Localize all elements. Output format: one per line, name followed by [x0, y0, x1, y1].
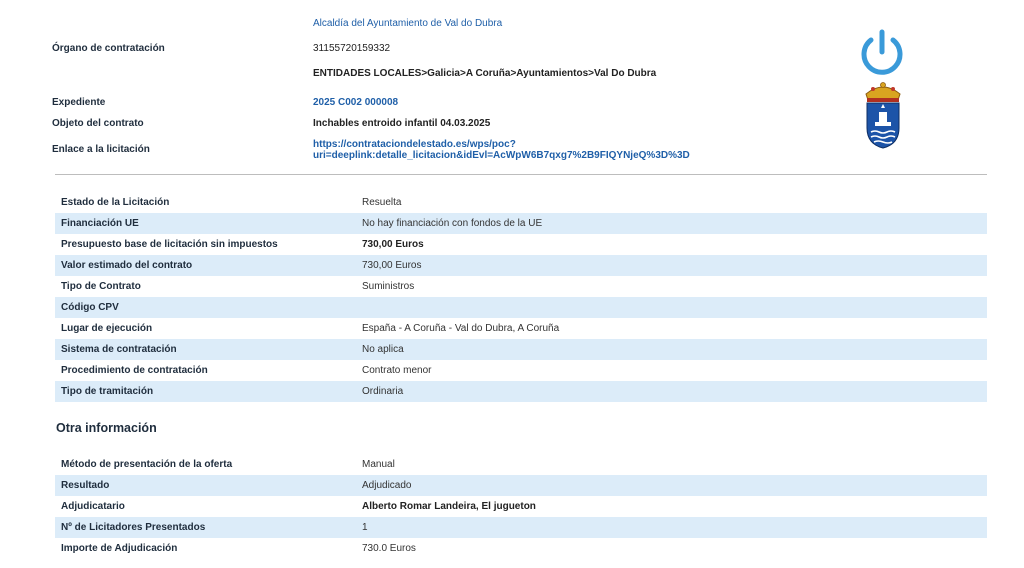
row-label: Nº de Licitadores Presentados: [61, 522, 206, 533]
row-label: Importe de Adjudicación: [61, 543, 178, 554]
organ-path: ENTIDADES LOCALES>Galicia>A Coruña>Ayuntamientos>Val Do Dubra: [313, 68, 657, 79]
row-label: Financiación UE: [61, 218, 139, 229]
section-title-other: Otra información: [56, 421, 157, 435]
organ-id: 31155720159332: [313, 43, 391, 54]
divider: [55, 174, 987, 175]
organ-name: Alcaldía del Ayuntamiento de Val do Dubra: [313, 18, 503, 29]
row-label: Adjudicatario: [61, 501, 125, 512]
row-value: Alberto Romar Landeira, El jugueton: [362, 501, 536, 512]
objeto-value: Inchables entroido infantil 04.03.2025: [313, 118, 491, 129]
row-value: No hay financiación con fondos de la UE: [362, 218, 543, 229]
table-row: [55, 517, 987, 538]
table-row: [55, 255, 987, 276]
other-info-table: [55, 454, 987, 559]
table-row: [55, 276, 987, 297]
row-label: Presupuesto base de licitación sin impuestos: [61, 239, 278, 250]
row-label: Resultado: [61, 480, 110, 491]
licitacion-link-line2: uri=deeplink:detalle_licitacion&idEvl=AcWpW6B7qxg7%2B9FIQYNjeQ%3D%3D: [313, 150, 690, 161]
expediente-value: 2025 C002 000008: [313, 97, 399, 108]
row-label: Código CPV: [61, 302, 119, 313]
row-value: Ordinaria: [362, 386, 404, 397]
table-row: [55, 297, 987, 318]
row-label: Lugar de ejecución: [61, 323, 153, 334]
row-value: 730,00 Euros: [362, 239, 424, 250]
power-icon[interactable]: [856, 26, 908, 78]
row-value: 1: [362, 522, 368, 533]
table-row: [55, 360, 987, 381]
row-value: Manual: [362, 459, 395, 470]
row-label: Estado de la Licitación: [61, 197, 170, 208]
table-row: [55, 318, 987, 339]
row-label: Valor estimado del contrato: [61, 260, 193, 271]
details-table: [55, 192, 987, 402]
row-value: Suministros: [362, 281, 415, 292]
table-row: [55, 454, 987, 475]
row-label: Sistema de contratación: [61, 344, 177, 355]
table-row: [55, 381, 987, 402]
organ-label: Órgano de contratación: [52, 43, 165, 54]
row-value: 730,00 Euros: [362, 260, 422, 271]
table-row: [55, 538, 987, 559]
row-label: Método de presentación de la oferta: [61, 459, 233, 470]
row-value: Contrato menor: [362, 365, 432, 376]
table-row: [55, 213, 987, 234]
expediente-label: Expediente: [52, 97, 106, 108]
row-value: No aplica: [362, 344, 404, 355]
row-label: Tipo de tramitación: [61, 386, 154, 397]
objeto-label: Objeto del contrato: [52, 118, 144, 129]
row-value: Adjudicado: [362, 480, 412, 491]
table-row: [55, 234, 987, 255]
row-label: Procedimiento de contratación: [61, 365, 208, 376]
table-row: [55, 496, 987, 517]
table-row: [55, 475, 987, 496]
coat-of-arms-logo: [861, 80, 905, 150]
table-row: [55, 339, 987, 360]
licitacion-link[interactable]: [313, 139, 690, 161]
enlace-label: Enlace a la licitación: [52, 144, 150, 155]
row-label: Tipo de Contrato: [61, 281, 141, 292]
row-value: 730.0 Euros: [362, 543, 416, 554]
table-row: [55, 192, 987, 213]
row-value: Resuelta: [362, 197, 402, 208]
row-value: España - A Coruña - Val do Dubra, A Coruña: [362, 323, 560, 334]
licitacion-link-line1: https://contrataciondelestado.es/wps/poc?: [313, 139, 516, 150]
